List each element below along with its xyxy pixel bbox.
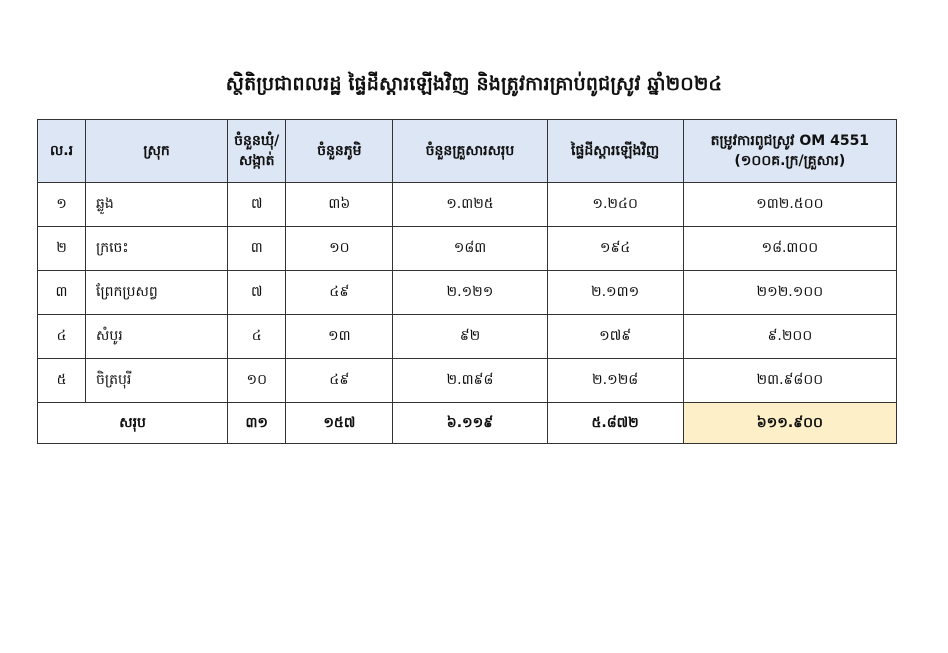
cell-families: ២.១២១ bbox=[393, 271, 547, 315]
cell-communes: ១០ bbox=[228, 359, 286, 403]
table-row bbox=[38, 359, 897, 403]
table-row bbox=[38, 227, 897, 271]
cell-district: សំបូរ bbox=[86, 315, 228, 359]
cell-villages: ៤៩ bbox=[286, 359, 393, 403]
total-communes: ៣១ bbox=[228, 403, 286, 444]
cell-district: ក្រចេះ bbox=[86, 227, 228, 271]
header-communes-line2: សង្កាត់ bbox=[238, 153, 275, 169]
header-villages: ចំនួនភូមិ bbox=[286, 120, 393, 183]
cell-families: ៩២ bbox=[393, 315, 547, 359]
cell-land: ១៧៩ bbox=[547, 315, 683, 359]
cell-families: ១៨៣ bbox=[393, 227, 547, 271]
total-label: សរុប bbox=[38, 403, 228, 444]
total-families: ៦.១១៩ bbox=[393, 403, 547, 444]
header-land: ផ្ទៃដីស្ដារឡើងវិញ bbox=[547, 120, 683, 183]
cell-communes: ៤ bbox=[228, 315, 286, 359]
cell-district: ចិត្របុរី bbox=[86, 359, 228, 403]
page-title: ស្ថិតិប្រជាពលរដ្ឋ ផ្ទៃដីស្ដារឡើងវិញ និងត្រូវការគ្រាប់ពូជស្រូវ ឆ្នាំ២០២៤ bbox=[225, 73, 723, 95]
cell-communes: ៧ bbox=[228, 183, 286, 227]
cell-villages: ៣៦ bbox=[286, 183, 393, 227]
total-land: ៥.៨៧២ bbox=[547, 403, 683, 444]
total-row bbox=[38, 403, 897, 444]
header-communes bbox=[228, 120, 286, 183]
table-header-row bbox=[38, 120, 897, 183]
cell-seed: ២១២.១០០ bbox=[683, 271, 896, 315]
header-communes-line1: ចំនួនឃុំ/ bbox=[234, 133, 280, 149]
cell-land: ២.១២៨ bbox=[547, 359, 683, 403]
table-row bbox=[38, 271, 897, 315]
header-no: ល.រ bbox=[38, 120, 86, 183]
table-row bbox=[38, 183, 897, 227]
header-seed bbox=[683, 120, 896, 183]
cell-land: ១៩៤ bbox=[547, 227, 683, 271]
cell-communes: ៧ bbox=[228, 271, 286, 315]
cell-villages: ១៣ bbox=[286, 315, 393, 359]
header-seed-line2: (១០០គ.ក្រ/គ្រួសារ) bbox=[734, 153, 846, 169]
cell-district: ព្រែកប្រសព្វ bbox=[86, 271, 228, 315]
cell-seed: ១៨.៣០០ bbox=[683, 227, 896, 271]
header-district: ស្រុក bbox=[86, 120, 228, 183]
cell-villages: ១០ bbox=[286, 227, 393, 271]
table-row bbox=[38, 315, 897, 359]
cell-communes: ៣ bbox=[228, 227, 286, 271]
cell-district: ឆ្លូង bbox=[86, 183, 228, 227]
cell-land: ២.១៣១ bbox=[547, 271, 683, 315]
statistics-table bbox=[37, 119, 897, 444]
cell-no: ២ bbox=[38, 227, 86, 271]
cell-no: ១ bbox=[38, 183, 86, 227]
total-villages: ១៥៧ bbox=[286, 403, 393, 444]
cell-seed: ២៣.៩៨០០ bbox=[683, 359, 896, 403]
cell-no: ៥ bbox=[38, 359, 86, 403]
cell-no: ៣ bbox=[38, 271, 86, 315]
cell-land: ១.២៤០ bbox=[547, 183, 683, 227]
cell-no: ៤ bbox=[38, 315, 86, 359]
cell-villages: ៤៩ bbox=[286, 271, 393, 315]
header-families: ចំនួនគ្រួសារសរុប bbox=[393, 120, 547, 183]
cell-families: ២.៣៩៨ bbox=[393, 359, 547, 403]
header-seed-line1: តម្រូវការពូជស្រូវ OM 4551 bbox=[710, 133, 870, 149]
cell-seed: ៩.២០០ bbox=[683, 315, 896, 359]
total-seed: ៦១១.៩០០ bbox=[683, 403, 896, 444]
cell-families: ១.៣២៥ bbox=[393, 183, 547, 227]
cell-seed: ១៣២.៥០០ bbox=[683, 183, 896, 227]
